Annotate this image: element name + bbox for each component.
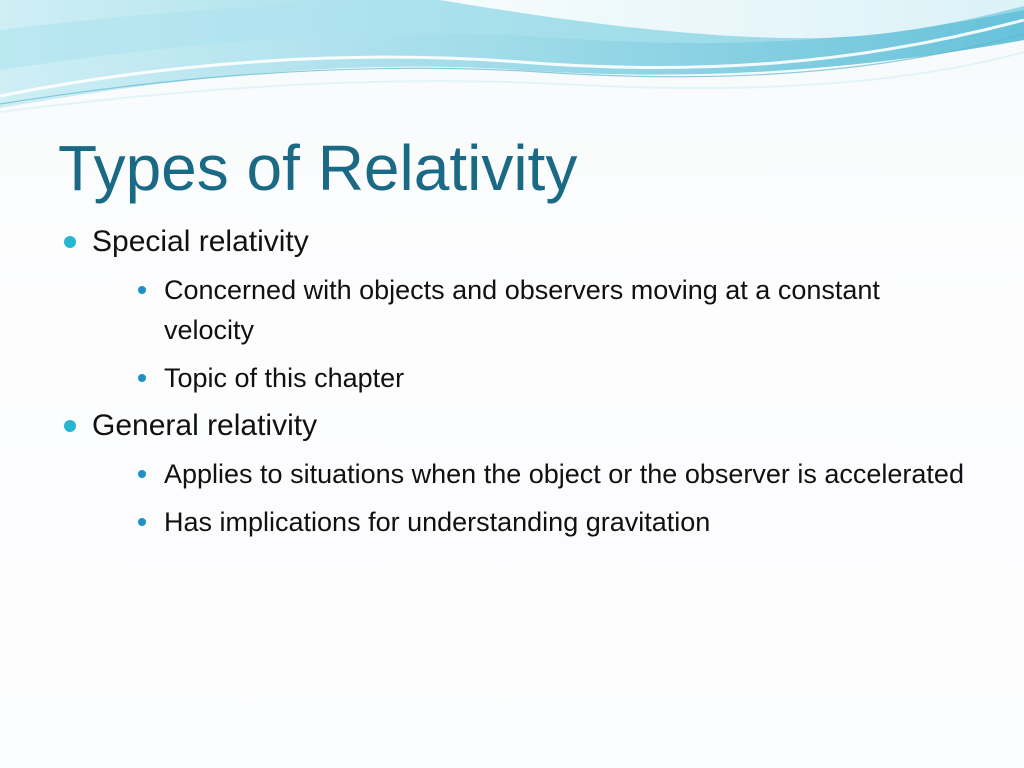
bullet-item <box>62 406 982 542</box>
sub-bullet-dot-icon <box>138 470 146 478</box>
slide-title: Types of Relativity <box>58 132 578 204</box>
sub-bullet-dot-icon <box>138 286 146 294</box>
sub-bullet-text: Concerned with objects and observers moving at a constant velocity <box>164 275 880 345</box>
sub-bullet-dot-icon <box>138 518 146 526</box>
sub-bullet-item <box>134 454 964 494</box>
bullet-text: Special relativity <box>92 225 309 258</box>
bullet-dot-icon <box>64 420 76 432</box>
bullet-dot-icon <box>64 236 76 248</box>
sub-bullet-item <box>134 502 964 542</box>
sub-bullet-item <box>134 358 964 398</box>
sub-bullet-item <box>134 270 964 350</box>
sub-bullet-text: Applies to situations when the object or the observer is accelerated <box>164 459 964 489</box>
sub-bullet-text: Has implications for understanding gravitation <box>164 507 711 537</box>
header-wave-decoration <box>0 0 1024 130</box>
sub-bullet-list <box>92 270 982 398</box>
sub-bullet-text: Topic of this chapter <box>164 363 405 393</box>
sub-bullet-list <box>92 454 982 542</box>
bullet-list <box>62 222 982 550</box>
bullet-text: General relativity <box>92 409 318 442</box>
bullet-item <box>62 222 982 398</box>
sub-bullet-dot-icon <box>138 374 146 382</box>
